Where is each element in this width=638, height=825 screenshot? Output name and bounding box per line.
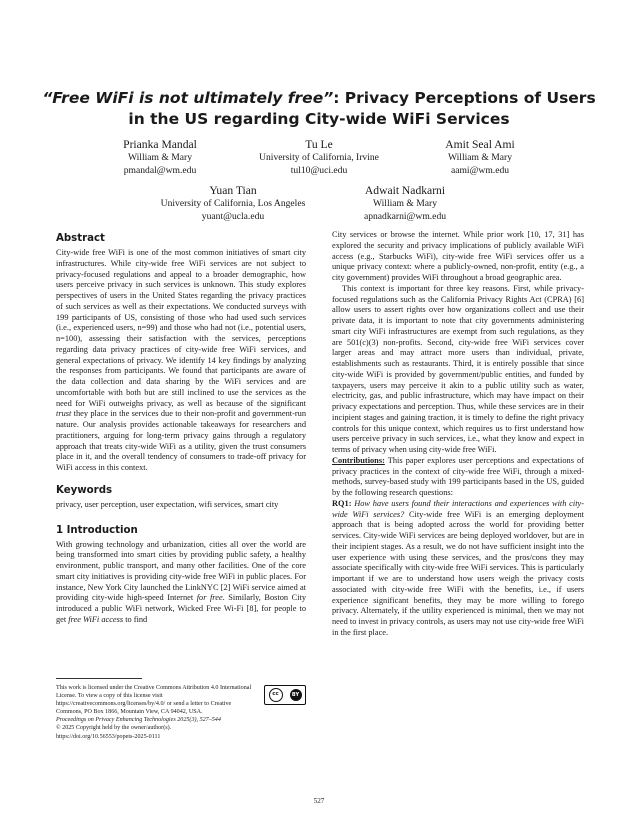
author-affiliation: William & Mary bbox=[127, 152, 193, 163]
author-email: aami@wm.edu bbox=[450, 164, 510, 176]
author-email: tul10@uci.edu bbox=[290, 164, 348, 176]
right-column bbox=[332, 230, 584, 639]
contributions-paragraph bbox=[332, 456, 584, 499]
keywords-text: privacy, user perception, user expectation, wifi services, smart city bbox=[56, 499, 279, 509]
author-affiliation: University of California, Irvine bbox=[259, 152, 379, 163]
author-name: Tu Le bbox=[305, 138, 333, 151]
author-affiliation: William & Mary bbox=[372, 198, 438, 209]
author-block bbox=[410, 137, 550, 177]
author-block bbox=[90, 137, 230, 177]
rq1-paragraph bbox=[332, 499, 584, 639]
left-column bbox=[56, 232, 306, 626]
rq1-text: City-wide free WiFi is an emerging deployment approach that is being adopted across the world for providing better services. City-wide WiFi services are being deployed worldover, but are in their incipient stages. As a result, we do not have sufficient insight into the user experience with using these services, and the pros/cons they may associate specifically with city-wide free WiFi services. This is particularly important if we are to understand how users weigh the privacy costs associated with city-wide free WiFi with the benefits, i.e., if users experience significant benefits, they may be more willing to forego privacy. Alternately, if the utility experienced is minimal, then we may not need to invest in privacy controls, as users may not use city-wide free WiFi in the first place. bbox=[332, 509, 584, 637]
author-name: Yuan Tian bbox=[209, 184, 257, 197]
introduction-heading: 1 Introduction bbox=[56, 524, 138, 536]
paper-title bbox=[40, 88, 598, 130]
by-icon: BY bbox=[290, 689, 302, 701]
author-block bbox=[330, 183, 480, 223]
author-name: Prianka Mandal bbox=[123, 138, 197, 151]
abstract-emphasis: trust bbox=[56, 409, 72, 419]
proceedings-line: Proceedings on Privacy Enhancing Technologies 2025(3), 527–544 bbox=[56, 717, 221, 724]
page-number: 527 bbox=[313, 797, 325, 805]
author-affiliation: William & Mary bbox=[447, 152, 513, 163]
body-paragraph: City services or browse the internet. While prior work [10, 17, 31] has explored the security and privacy implications of publicly available WiFi access (e.g., Starbucks WiFi), city-wide free WiFi services offer us a unique privacy context: where a publicly-owned, non-profit, entity (e.g., a city government) provides WiFi throughout a broad geographic area. bbox=[332, 230, 584, 282]
contributions-text: This paper explores user perceptions and expectations of privacy practices in the context of city-wide free WiFi, through a mixed-methods, survey-based study with 199 participants based in the US, guided by the following research questions: bbox=[332, 455, 584, 497]
author-block bbox=[240, 137, 398, 177]
intro-emphasis: free WiFi access bbox=[68, 614, 124, 624]
abstract-text bbox=[56, 248, 306, 474]
doi-line: https://doi.org/10.56553/popets-2025-0111 bbox=[56, 733, 161, 740]
title-rest: : Privacy Perceptions of Users in the US regarding City-wide WiFi Services bbox=[128, 89, 596, 128]
author-email: apnadkarni@wm.edu bbox=[363, 210, 447, 222]
rq1-question: How have users found their interactions and experiences with city-wide WiFi services? bbox=[332, 498, 584, 519]
cc-by-license-icon bbox=[264, 685, 306, 705]
license-text: This work is licensed under the Creative Commons Attribution 4.0 International License. To view a copy of this license visit https://creativecommons.org/licenses/by/4.0/ or send a letter to Creative Commons, PO Box 1866, Mountain View, CA 94042, USA. bbox=[56, 685, 252, 716]
abstract-text-part: City-wide free WiFi is one of the most common initiatives of smart city infrastructures. While city-wide free WiFi services are not subject to privacy-focused regulations and appeal to a broader demographic, how users perceive privacy in such services is unknown. This study explores perspectives of users in the United States regarding the privacy practices of such services as well as their expectations. We conducted surveys with 199 participants of US, consisting of those who had used such services (i.e., experienced users, n=99) and those who had not (i.e., potential users, n=100), assessing their satisfaction with the services, perceptions regarding data privacy practices of city-wide free WiFi services, and general expectations of privacy. We identify 14 key findings by analyzing the responses from participants. We found that participants are aware of the data collection and data sharing by the WiFi services and are uncomfortable with both but are still inclined to use the services as the need for WiFi outweighs privacy, as well as because of the significant bbox=[56, 248, 306, 408]
author-name: Amit Seal Ami bbox=[445, 138, 515, 151]
copyright-line: © 2025 Copyright held by the owner/author(s). bbox=[56, 725, 172, 732]
abstract-heading: Abstract bbox=[56, 233, 105, 244]
license-footnote bbox=[56, 678, 306, 741]
footnote-rule bbox=[56, 678, 142, 679]
title-quote: “Free WiFi is not ultimately free” bbox=[42, 89, 334, 107]
intro-text-part: . Similarly, Boston City introduced a public WiFi network, Wicked Free Wi-Fi [8], for people to get bbox=[56, 593, 306, 624]
intro-text-part: to find bbox=[123, 614, 148, 624]
introduction-text bbox=[56, 540, 306, 626]
author-email: yuant@ucla.edu bbox=[201, 210, 265, 222]
author-affiliation: University of California, Los Angeles bbox=[160, 198, 306, 209]
author-name: Adwait Nadkarni bbox=[364, 184, 446, 197]
author-block bbox=[140, 183, 326, 223]
rq1-label: RQ1: bbox=[332, 498, 352, 508]
author-email: pmandal@wm.edu bbox=[123, 164, 197, 176]
contributions-label: Contributions: bbox=[332, 455, 385, 465]
abstract-text-part: they place in the services due to their non-profit and government-run nature. Our analysis provides actionable takeaways for researchers and practitioners, arguing for long-term privacy gains through a regulatory approach that treats city-wide WiFi as a utility, given the trust consumers place in it, and the overall tendency of consumers to trade-off privacy for WiFi access in this context. bbox=[56, 409, 306, 472]
intro-text-part: With growing technology and urbanization, cities all over the world are being transformed into smart cities by providing public safety, a healthy environment, public transport, and many other facilities. One of the core smart city initiatives is providing city-wide free WiFi in public places. For instance, New York City launched the LinkNYC [2] WiFi service aimed at providing city-wide high-speed Internet bbox=[56, 539, 306, 603]
body-paragraph: This context is important for three key reasons. First, while privacy-focused regulations such as the California Privacy Rights Act (CPRA) [6] allow users to assert rights over how organizations collect and use their private data, it is important to note that city governments administering smart city WiFi infrastructures are exempt from such regulations, as they are 501(c)(3) non-profits. Second, city-wide free WiFi services cover larger areas and may attract more users than individual, private, establishments such as restaurants. Third, it is entirely possible that since city-wide WiFi is provided by government/public entities, and funded by taxpayers, users may perceive it akin to a public utility such as water, electricity, gas, and public infrastructure, which may have impact on their privacy expectations and perception. Thus, while these services are in their incipient stages and gaining traction, it is timely to define the right privacy controls for this unique context, which requires us to first understand how users perceive privacy in such services, i.e., what they know and expect in terms of privacy when using city-wide free WiFi. bbox=[332, 283, 584, 454]
keywords-heading: Keywords bbox=[56, 484, 113, 496]
cc-icon: cc bbox=[269, 688, 283, 702]
intro-emphasis: for free bbox=[196, 593, 223, 603]
